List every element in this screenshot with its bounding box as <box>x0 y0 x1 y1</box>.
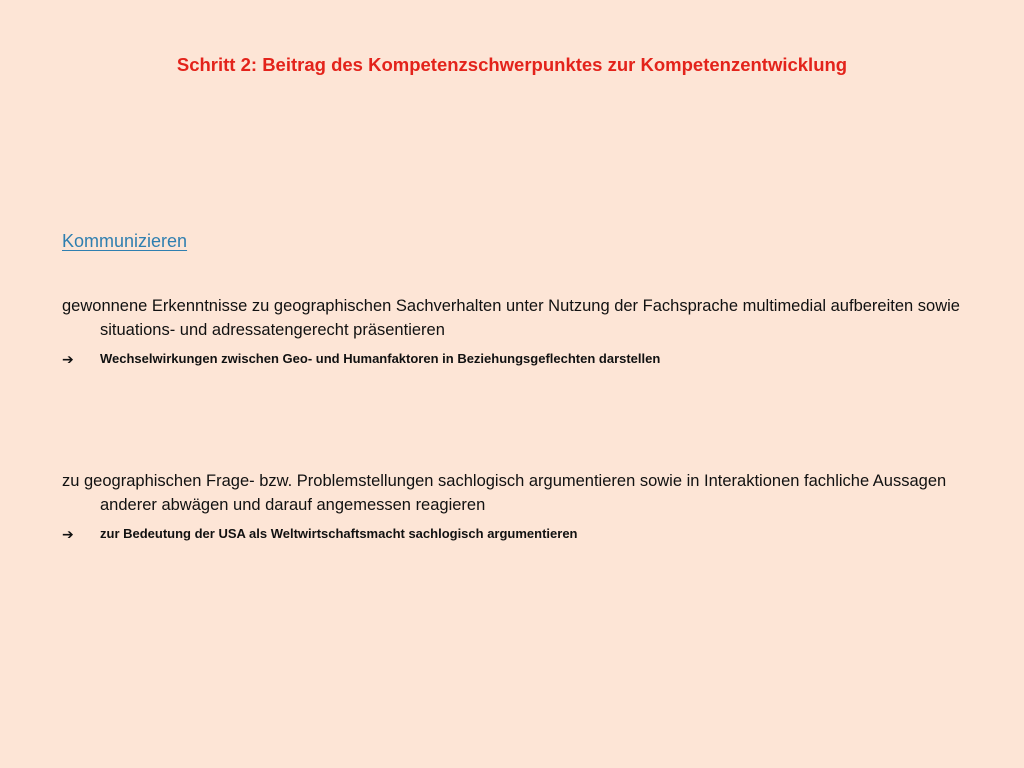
arrow-right-icon: ➔ <box>62 526 74 542</box>
bullet-text: Wechselwirkungen zwischen Geo- und Humanfaktoren in Beziehungsgeflechten darstellen <box>100 351 661 366</box>
bullet-text: zur Bedeutung der USA als Weltwirtschaftsmacht sachlogisch argumentieren <box>100 526 578 541</box>
competence-text: zu geographischen Frage- bzw. Problemstellungen sachlogisch argumentieren sowie in Interaktionen fachliche Aussagen anderer abwägen und darauf angemessen reagieren <box>62 472 947 514</box>
competence-item <box>62 294 992 368</box>
slide-title: Schritt 2: Beitrag des Kompetenzschwerpunktes zur Kompetenzentwicklung <box>176 54 848 75</box>
competence-text: gewonnene Erkenntnisse zu geographischen Sachverhalten unter Nutzung der Fachsprache multimedial aufbereiten sowie situations- und adressatengerecht präsentieren <box>62 297 960 339</box>
arrow-right-icon: ➔ <box>62 351 74 367</box>
section-heading-kommunizieren[interactable]: Kommunizieren <box>62 231 188 251</box>
competence-bullet <box>62 350 992 368</box>
competence-bullet <box>62 525 992 543</box>
competence-item <box>62 469 992 543</box>
